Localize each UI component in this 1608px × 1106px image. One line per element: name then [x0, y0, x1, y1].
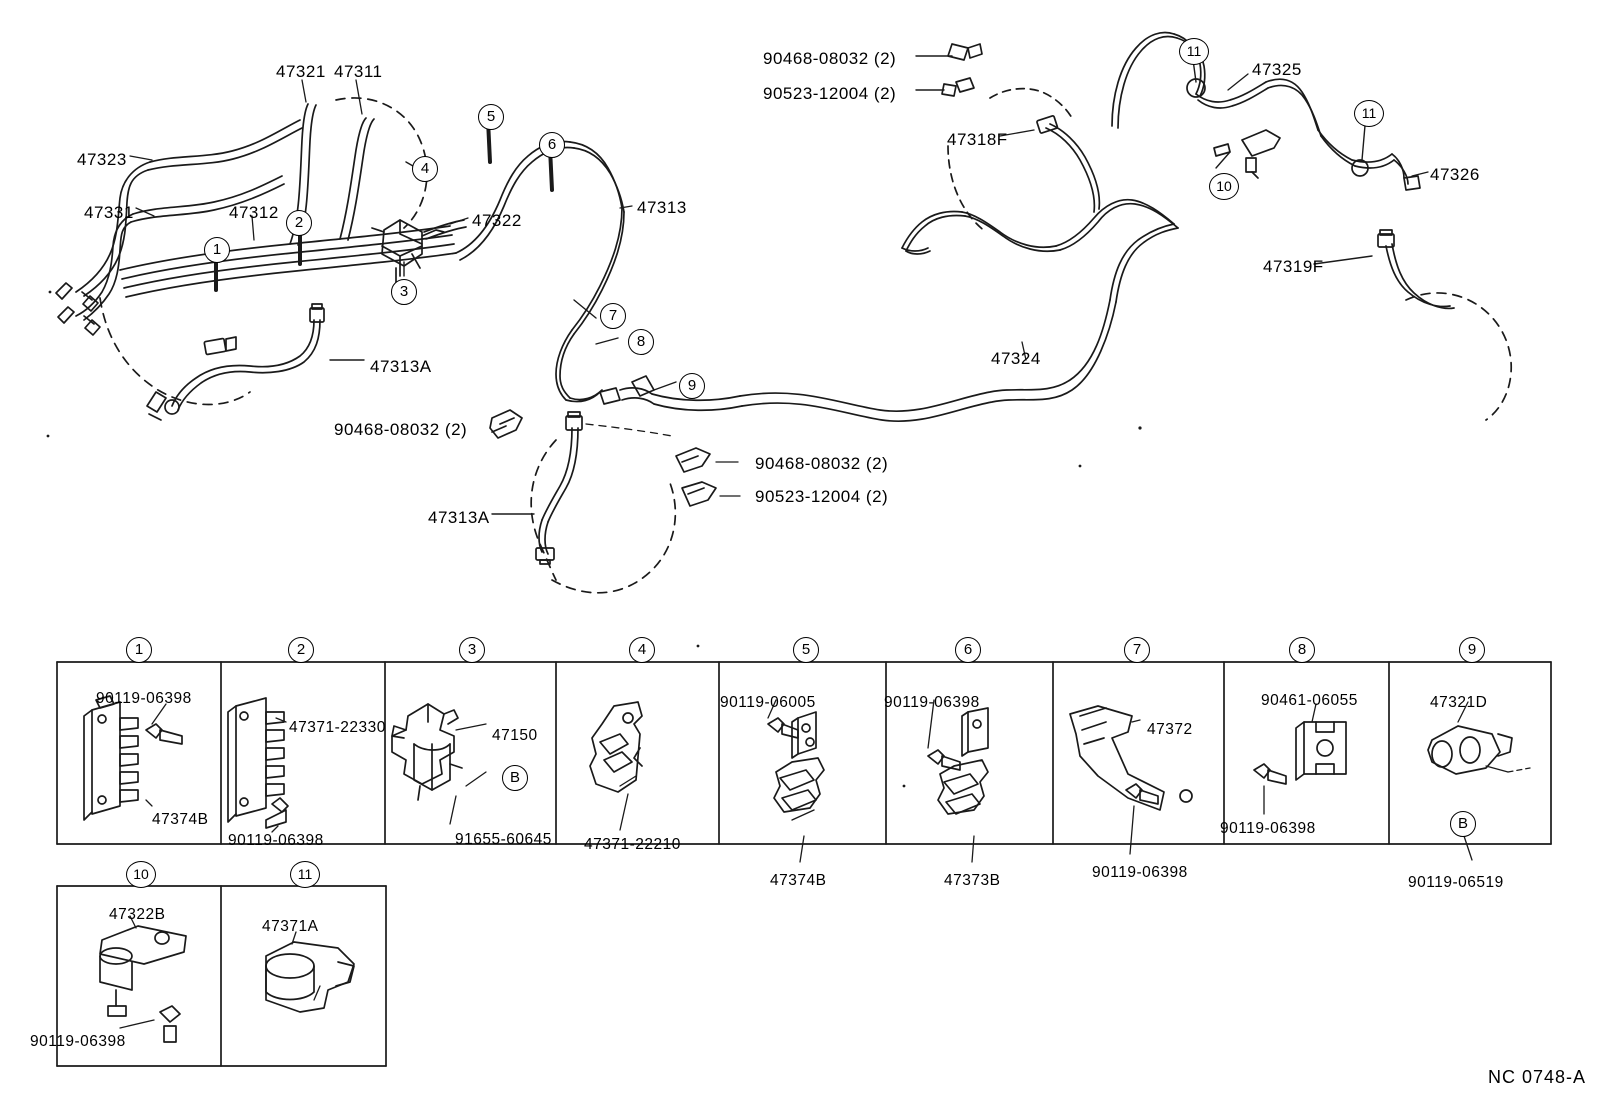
part-label-47323: 47323	[77, 150, 127, 169]
part-label-90468-08032-left: 90468-08032 (2)	[334, 420, 468, 439]
legend-8-part-label: 90461-06055	[1261, 692, 1358, 709]
legend-callout-3: 3	[459, 637, 485, 663]
part-label-90468-08032-top: 90468-08032 (2)	[763, 49, 897, 68]
part-label-47326: 47326	[1430, 165, 1480, 184]
callout-5: 5	[478, 104, 504, 130]
legend-3-valve-label: 47150	[492, 727, 538, 744]
part-label-47313a-upper: 47313A	[370, 357, 432, 376]
callout-7: 7	[600, 303, 626, 329]
part-label-47312: 47312	[229, 203, 279, 222]
legend-10-part-label: 47322B	[109, 906, 166, 923]
legend-10-bolt-label: 90119-06398	[30, 1033, 126, 1050]
legend-1-bolt-label: 90119-06398	[96, 690, 192, 707]
legend-7-part-label: 47372	[1147, 721, 1193, 738]
legend-6-bolt-label: 90119-06398	[884, 694, 980, 711]
part-label-90523-12004-mid: 90523-12004 (2)	[755, 487, 889, 506]
part-label-47318f: 47318F	[947, 130, 1008, 149]
part-label-47325: 47325	[1252, 60, 1302, 79]
legend-9-badge-b: B	[1450, 811, 1476, 837]
part-label-47311: 47311	[334, 62, 383, 81]
legend-11-part-label: 47371A	[262, 918, 319, 935]
legend-callout-5: 5	[793, 637, 819, 663]
part-label-90468-08032-mid: 90468-08032 (2)	[755, 454, 889, 473]
legend-callout-7: 7	[1124, 637, 1150, 663]
legend-9-part-label: 47321D	[1430, 694, 1488, 711]
legend-5-part-label: 47374B	[770, 872, 827, 889]
legend-callout-4: 4	[629, 637, 655, 663]
legend-6-part-label: 47373B	[944, 872, 1001, 889]
callout-1: 1	[204, 237, 230, 263]
legend-callout-10: 10	[126, 861, 156, 888]
legend-9-bolt-label: 90119-06519	[1408, 874, 1504, 891]
part-label-47331: 47331	[84, 203, 134, 222]
callout-9: 9	[679, 373, 705, 399]
part-label-90523-12004-top: 90523-12004 (2)	[763, 84, 897, 103]
legend-7-bolt-label: 90119-06398	[1092, 864, 1188, 881]
legend-callout-6: 6	[955, 637, 981, 663]
callout-11-top: 11	[1179, 38, 1209, 65]
legend-4-part-label: 47371-22210	[584, 836, 681, 853]
callout-11-right: 11	[1354, 100, 1384, 127]
legend-callout-8: 8	[1289, 637, 1315, 663]
part-label-47313: 47313	[637, 198, 687, 217]
part-label-47313a-lower: 47313A	[428, 508, 490, 527]
callout-8: 8	[628, 329, 654, 355]
legend-callout-2: 2	[288, 637, 314, 663]
callout-2: 2	[286, 210, 312, 236]
part-label-47319f: 47319F	[1263, 257, 1324, 276]
legend-3-badge-b: B	[502, 765, 528, 791]
part-label-47324: 47324	[991, 349, 1041, 368]
legend-2-bolt-label: 90119-06398	[228, 832, 324, 849]
part-label-47321: 47321	[276, 62, 326, 81]
part-label-47322: 47322	[472, 211, 522, 230]
legend-5-bolt-label: 90119-06005	[720, 694, 816, 711]
sheet-code: NC 0748-A	[1487, 1067, 1586, 1087]
legend-8-bolt-label: 90119-06398	[1220, 820, 1316, 837]
legend-callout-9: 9	[1459, 637, 1485, 663]
legend-1-part-label: 47374B	[152, 811, 209, 828]
legend-3-gasket-label: 91655-60645	[455, 831, 552, 848]
legend-callout-1: 1	[126, 637, 152, 663]
legend-callout-11: 11	[290, 861, 320, 888]
callout-4: 4	[412, 156, 438, 182]
legend-2-part-label: 47371-22330	[289, 719, 386, 736]
callout-10: 10	[1209, 173, 1239, 200]
callout-3: 3	[391, 279, 417, 305]
callout-6: 6	[539, 132, 565, 158]
